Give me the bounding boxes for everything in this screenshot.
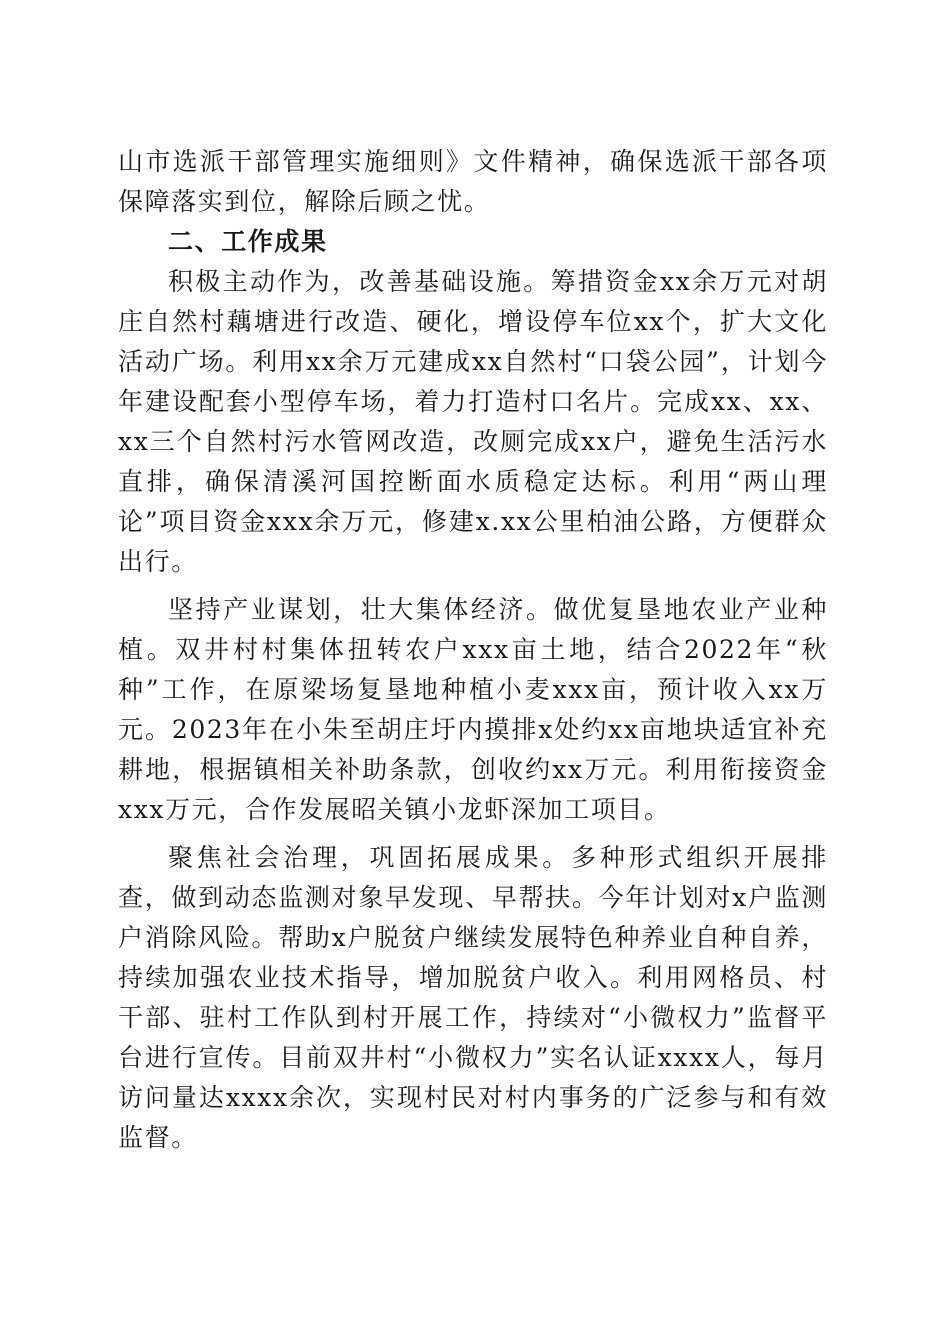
section-heading: 二、工作成果 xyxy=(168,227,328,256)
intro-continuation-paragraph: 山市选派干部管理实施细则》文件精神，确保选派干部各项保障落实到位，解除后顾之忧。 xyxy=(118,147,828,216)
paragraph-governance: 聚焦社会治理，巩固拓展成果。多种形式组织开展排查，做到动态监测对象早发现、早帮扶。今年计划对x户监测户消除风险。帮助x户脱贫户继续发展特色种养业自种自养，持续加强农业技术指导，增加脱贫户收入。利用网格员、村干部、驻村工作队到村开展工作，持续对“小微权力”监督平台进行宣传。目前双井村“小微权力”实名认证xxxx人，每月访问量达xxxx余次，实现村民对村内事务的广泛参与和有效监督。 xyxy=(118,843,828,1152)
paragraph-industry: 坚持产业谋划，壮大集体经济。做优复垦地农业产业种植。双井村村集体扭转农户xxx亩土地，结合2022年“秋种”工作，在原梁场复垦地种植小麦xxx亩，预计收入xx万元。2023年在小朱至胡庄圩内摸排x处约xx亩地块适宜补充耕地，根据镇相关补助条款，创收约xx万元。利用衔接资金xxx万元，合作发展昭关镇小龙虾深加工项目。 xyxy=(118,595,828,824)
document-body xyxy=(118,142,828,1158)
paragraph-infrastructure: 积极主动作为，改善基础设施。筹措资金xx余万元对胡庄自然村藕塘进行改造、硬化，增设停车位xx个，扩大文化活动广场。利用xx余万元建成xx自然村“口袋公园”，计划今年建设配套小型停车场，着力打造村口名片。完成xx、xx、xx三个自然村污水管网改造，改厕完成xx户，避免生活污水直排，确保清溪河国控断面水质稳定达标。利用“两山理论”项目资金xxx余万元，修建x.xx公里柏油公路，方便群众出行。 xyxy=(118,267,828,576)
